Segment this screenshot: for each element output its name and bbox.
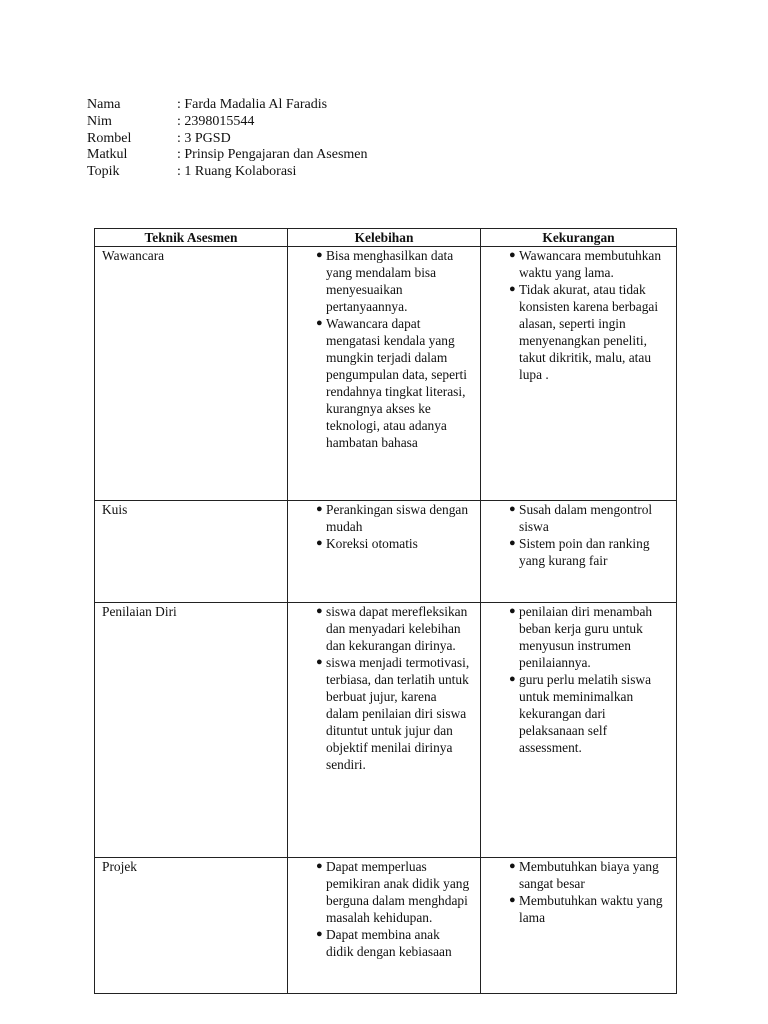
identity-value: : 3 PGSD [177, 130, 231, 146]
cell-teknik: Wawancara [95, 247, 288, 501]
list-item [488, 281, 670, 383]
list-item-text: Tidak akurat, atau tidak konsisten karena berbagai alasan, seperti ingin menyenangkan peneliti, takut dikritik, malu, atau lupa . [519, 282, 659, 382]
list-item-text: siswa menjadi termotivasi, terbiasa, dan terlatih untuk berbuat jujur, karena dalam penilaian diri siswa dituntut untuk jujur dan objektif menilai dirinya sendiri. [326, 655, 470, 772]
student-identity-block [87, 97, 368, 181]
identity-label: Nim [87, 113, 112, 129]
list-item [295, 535, 474, 552]
identity-row-nama [87, 97, 368, 114]
identity-value: : Farda Madalia Al Faradis [177, 97, 328, 112]
list-item [488, 535, 670, 569]
table-row [95, 603, 677, 858]
cell-kekurangan [481, 858, 677, 994]
kelebihan-list [295, 501, 474, 552]
bullet-icon: ● [509, 537, 516, 549]
cell-kekurangan [481, 501, 677, 603]
list-item [295, 315, 474, 451]
list-item-text: Dapat membina anak didik dengan kebiasaan [326, 927, 452, 959]
list-item [488, 603, 670, 671]
kelebihan-list [295, 603, 474, 773]
identity-row-nim [87, 114, 368, 131]
list-item-text: Membutuhkan waktu yang lama [519, 893, 663, 925]
bullet-icon: ● [509, 283, 516, 295]
cell-teknik: Penilaian Diri [95, 603, 288, 858]
list-item-text: penilaian diri menambah beban kerja guru untuk menyusun instrumen penilaiannya. [519, 604, 653, 670]
cell-teknik: Kuis [95, 501, 288, 603]
list-item-text: Susah dalam mengontrol siswa [519, 502, 653, 534]
bullet-icon: ● [316, 860, 323, 872]
bullet-icon: ● [316, 656, 323, 668]
cell-kelebihan [288, 247, 481, 501]
list-item-text: guru perlu melatih siswa untuk meminimalkan kekurangan dari pelaksanaan self assessment. [519, 672, 652, 755]
list-item [488, 858, 670, 892]
header-kekurangan: Kekurangan [481, 229, 677, 247]
identity-label: Nama [87, 97, 121, 112]
identity-row-topik [87, 164, 368, 181]
list-item [295, 603, 474, 654]
kekurangan-list [488, 858, 670, 926]
table-row [95, 501, 677, 603]
identity-label: Rombel [87, 130, 132, 146]
bullet-icon: ● [316, 605, 323, 617]
list-item-text: Dapat memperluas pemikiran anak didik yang berguna dalam menghdapi masalah kehidupan. [326, 859, 470, 925]
list-item [488, 501, 670, 535]
cell-kekurangan [481, 603, 677, 858]
table-row [95, 858, 677, 994]
list-item [295, 654, 474, 773]
identity-value: : Prinsip Pengajaran dan Asesmen [177, 147, 368, 163]
list-item-text: Bisa menghasilkan data yang mendalam bisa menyesuaikan pertanyaannya. [326, 248, 454, 314]
identity-label: Topik [87, 164, 120, 180]
list-item [488, 892, 670, 926]
bullet-icon: ● [316, 249, 323, 261]
bullet-icon: ● [509, 860, 516, 872]
kekurangan-list [488, 501, 670, 569]
list-item [488, 247, 670, 281]
bullet-icon: ● [316, 537, 323, 549]
list-item-text: Wawancara membutuhkan waktu yang lama. [519, 248, 662, 280]
identity-row-rombel [87, 131, 368, 148]
list-item-text: Sistem poin dan ranking yang kurang fair [519, 536, 650, 568]
table-header-row [95, 229, 677, 247]
bullet-icon: ● [316, 317, 323, 329]
bullet-icon: ● [509, 249, 516, 261]
bullet-icon: ● [509, 894, 516, 906]
kekurangan-list [488, 247, 670, 383]
cell-kelebihan [288, 501, 481, 603]
kekurangan-list [488, 603, 670, 756]
kelebihan-list [295, 247, 474, 451]
list-item-text: Membutuhkan biaya yang sangat besar [519, 859, 659, 891]
cell-kelebihan [288, 858, 481, 994]
table-row [95, 247, 677, 501]
list-item [488, 671, 670, 756]
bullet-icon: ● [509, 673, 516, 685]
list-item-text: Wawancara dapat mengatasi kendala yang mungkin terjadi dalam pengumpulan data, seperti rendahnya tingkat literasi, kurangnya akses ke teknologi, atau adanya hambatan bahasa [326, 316, 467, 450]
bullet-icon: ● [316, 928, 323, 940]
identity-row-matkul [87, 147, 368, 164]
identity-value: : 2398015544 [177, 113, 255, 129]
identity-value: : 1 Ruang Kolaborasi [177, 164, 297, 180]
bullet-icon: ● [316, 503, 323, 515]
list-item [295, 501, 474, 535]
bullet-icon: ● [509, 605, 516, 617]
assessment-comparison-table [94, 228, 677, 994]
list-item [295, 858, 474, 926]
bullet-icon: ● [509, 503, 516, 515]
list-item-text: siswa dapat merefleksikan dan menyadari kelebihan dan kekurangan dirinya. [326, 604, 468, 653]
header-kelebihan: Kelebihan [288, 229, 481, 247]
cell-kelebihan [288, 603, 481, 858]
list-item-text: Perankingan siswa dengan mudah [326, 502, 469, 534]
list-item [295, 247, 474, 315]
cell-teknik: Projek [95, 858, 288, 994]
kelebihan-list [295, 858, 474, 960]
list-item-text: Koreksi otomatis [326, 536, 418, 551]
list-item [295, 926, 474, 960]
identity-label: Matkul [87, 147, 128, 163]
header-teknik-asesmen: Teknik Asesmen [95, 229, 288, 247]
cell-kekurangan [481, 247, 677, 501]
